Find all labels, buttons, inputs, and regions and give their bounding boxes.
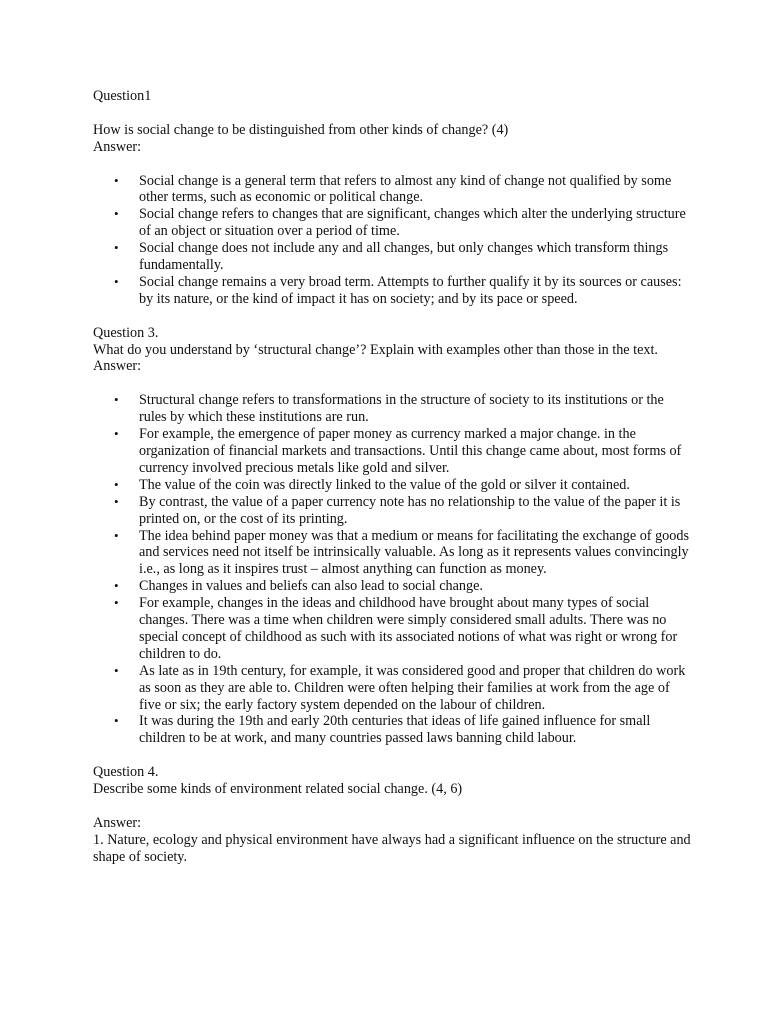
list-item: • Social change refers to changes that are significant, changes which alter the underlying structure of an object or situation over a period of time.	[93, 206, 693, 240]
list-item: • The idea behind paper money was that a medium or means for facilitating the exchange of goods and services need not itself be intrinsically valuable. As long as it represents values convincingly i.e., as long as it inspires trust – almost anything can function as money.	[93, 528, 693, 579]
spacer	[93, 375, 693, 392]
list-item: • As late as in 19th century, for example, it was considered good and proper that children do work as soon as they are able to. Children were often helping their families at work from the age of five or six; the early factory system depended on the labour of children.	[93, 663, 693, 714]
list-item: • For example, the emergence of paper money as currency marked a major change. in the organization of financial markets and transactions. Until this change came about, most forms of currency involved precious metals like gold and silver.	[93, 426, 693, 477]
question-3-answer-list	[93, 392, 693, 747]
question-3-title: Question 3.	[93, 324, 159, 341]
question-4-text: Describe some kinds of environment related social change. (4, 6)	[93, 781, 463, 798]
spacer	[93, 747, 693, 764]
list-item: • Structural change refers to transformations in the structure of society to its institutions or the rules by which these institutions are run.	[93, 392, 693, 426]
question-1-answer-list	[93, 173, 693, 308]
list-item: • For example, changes in the ideas and childhood have brought about many types of social changes. There was a time when children were simply considered small adults. There was no special concept of childhood as such with its associated notions of what was right or wrong for children to do.	[93, 595, 693, 663]
spacer	[93, 798, 693, 815]
spacer	[93, 156, 693, 173]
list-item: • By contrast, the value of a paper currency note has no relationship to the value of the paper it is printed on, or the cost of its printing.	[93, 494, 693, 528]
spacer	[93, 105, 693, 122]
list-item: • Social change does not include any and all changes, but only changes which transform things fundamentally.	[93, 240, 693, 274]
list-item: • The value of the coin was directly linked to the value of the gold or silver it contained.	[93, 477, 693, 494]
document-content	[93, 88, 693, 866]
question-1-answer-label: Answer:	[93, 138, 142, 155]
question-1-text: How is social change to be distinguished from other kinds of change? (4)	[93, 121, 509, 138]
list-item: • Changes in values and beliefs can also lead to social change.	[93, 578, 693, 595]
question-4-answer-label: Answer:	[93, 814, 142, 831]
question-1-title: Question1	[93, 88, 152, 104]
question-4-point-1: 1. Nature, ecology and physical environment have always had a significant influence on the structure and shape of society.	[93, 831, 691, 865]
list-item: • Social change remains a very broad term. Attempts to further qualify it by its sources or causes: by its nature, or the kind of impact it has on society; and by its pace or speed.	[93, 274, 693, 308]
list-item: • Social change is a general term that refers to almost any kind of change not qualified by some other terms, such as economic or political change.	[93, 173, 693, 207]
question-3-answer-label: Answer:	[93, 358, 142, 375]
list-item: • It was during the 19th and early 20th centuries that ideas of life gained influence for small children to be at work, and many countries passed laws banning child labour.	[93, 713, 693, 747]
question-3-text: What do you understand by ‘structural change’? Explain with examples other than those in the text.	[93, 341, 658, 358]
spacer	[93, 308, 693, 325]
question-4-title: Question 4.	[93, 764, 159, 781]
